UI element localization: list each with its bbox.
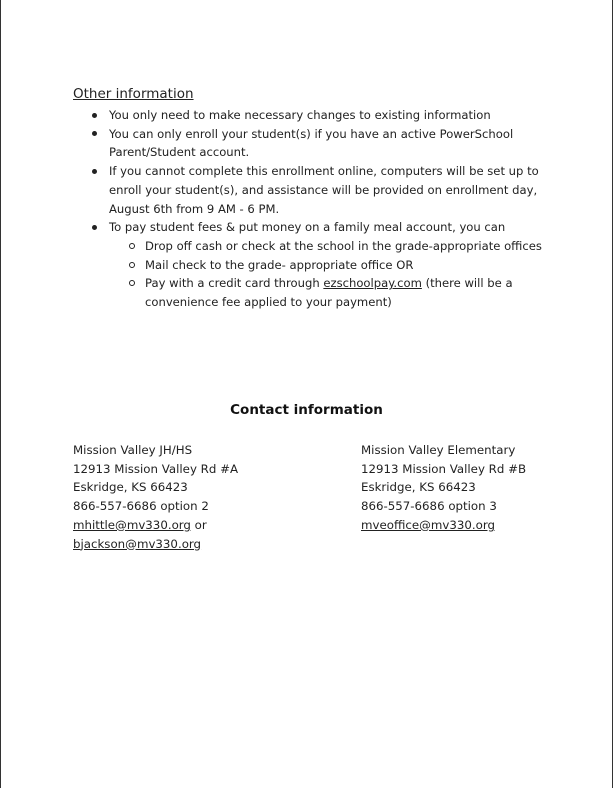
list-item: You can only enroll your student(s) if you have an active PowerSchool Parent/Student account.	[73, 125, 543, 162]
school-address: 12913 Mission Valley Rd #A	[73, 461, 239, 476]
list-item: You only need to make necessary changes to existing information	[73, 106, 543, 125]
email-link-mhittle[interactable]: mhittle@mv330.org	[73, 517, 191, 532]
email-line	[361, 516, 581, 535]
other-information-heading: Other information	[73, 86, 194, 102]
or-text: or	[194, 517, 207, 532]
info-list	[73, 106, 543, 312]
pay-suffix: (there will be a convenience fee applied to your payment)	[145, 276, 513, 310]
contact-elementary	[361, 441, 581, 535]
school-phone: 866-557-6686 option 2	[73, 499, 209, 514]
email-line	[73, 535, 293, 554]
email-link-mveoffice[interactable]: mveoffice@mv330.org	[361, 517, 495, 532]
school-phone: 866-557-6686 option 3	[361, 499, 497, 514]
list-item-payment	[73, 218, 543, 312]
contact-information-heading: Contact information	[230, 402, 383, 418]
sub-list-item-credit	[109, 274, 543, 311]
school-name: Mission Valley JH/HS	[73, 443, 193, 457]
email-link-bjackson[interactable]: bjackson@mv330.org	[73, 536, 202, 551]
school-city: Eskridge, KS 66423	[361, 480, 476, 495]
payment-options-list	[109, 237, 543, 312]
school-address: 12913 Mission Valley Rd #B	[361, 461, 527, 476]
pay-prefix: Pay with a credit card through	[145, 276, 320, 291]
school-name: Mission Valley Elementary	[361, 443, 516, 457]
other-information-section	[73, 84, 543, 312]
email-line	[73, 516, 293, 535]
contact-jhhs	[73, 441, 293, 553]
list-item: If you cannot complete this enrollment online, computers will be set up to enroll your student(s), and assistance will be provided on enrollment day, August 6th from 9 AM - 6 PM.	[73, 162, 543, 218]
sub-list-item: Mail check to the grade- appropriate office OR	[109, 256, 543, 275]
school-city: Eskridge, KS 66423	[73, 480, 188, 495]
page-left-border	[0, 0, 1, 788]
payment-intro: To pay student fees & put money on a family meal account, you can	[109, 220, 506, 235]
sub-list-item: Drop off cash or check at the school in the grade-appropriate offices	[109, 237, 543, 256]
ezschoolpay-link[interactable]: ezschoolpay.com	[323, 276, 422, 291]
